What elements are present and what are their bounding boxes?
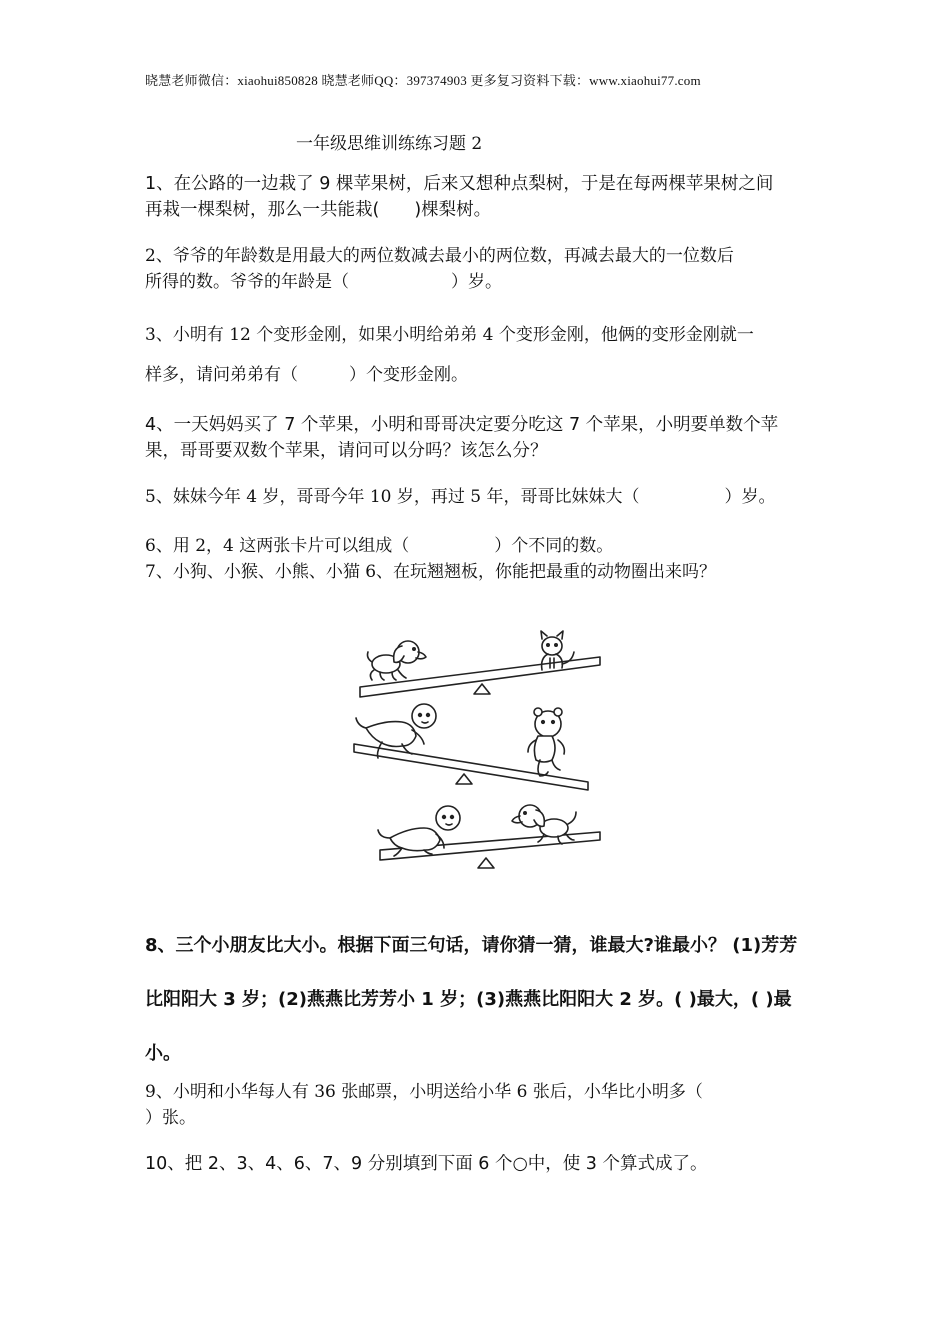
question-4-line-2: 果，哥哥要双数个苹果，请问可以分吗？该怎么分？	[145, 441, 548, 461]
question-1-line-2: 再栽一棵梨树，那么一共能栽( )棵梨树。	[145, 200, 492, 220]
question-9	[145, 1079, 815, 1131]
question-7-line-1: 7、小狗、小猴、小熊、小猫 6、在玩翘翘板，你能把最重的动物圈出来吗？	[145, 562, 717, 582]
question-4-line-1: 4、一天妈妈买了 7 个苹果，小明和哥哥决定要分吃这 7 个苹果，小明要单数个苹	[145, 415, 779, 435]
dog-icon	[368, 641, 427, 680]
question-8-line-1: 8、三个小朋友比大小。根据下面三句话，请你猜一猜，谁最大?谁最小？ (1)芳芳	[145, 935, 798, 956]
seesaw-top	[360, 631, 600, 697]
question-2-line-2: 所得的数。爷爷的年龄是（ ）岁。	[145, 272, 502, 292]
question-8-line-2: 比阳阳大 3 岁；(2)燕燕比芳芳小 1 岁；(3)燕燕比阳阳大 2 岁。( )最大，( )最	[145, 989, 792, 1010]
question-1	[145, 171, 815, 223]
question-9-line-1: 9、小明和小华每人有 36 张邮票，小明送给小华 6 张后，小华比小明多（	[145, 1082, 703, 1102]
question-5-line-1: 5、妹妹今年 4 岁，哥哥今年 10 岁，再过 5 年，哥哥比妹妹大（ ）岁。	[145, 487, 776, 507]
question-8	[145, 919, 815, 1081]
seesaw-middle	[354, 704, 588, 790]
question-4	[145, 412, 815, 464]
question-6	[145, 533, 815, 559]
question-3	[145, 315, 815, 395]
question-1-line-1: 1、在公路的一边栽了 9 棵苹果树，后来又想种点梨树，于是在每两棵苹果树之间	[145, 174, 774, 194]
question-5	[145, 484, 815, 510]
question-2-line-1: 2、爷爷的年龄数是用最大的两位数减去最小的两位数，再减去最大的一位数后	[145, 246, 734, 266]
bear-icon	[528, 708, 564, 776]
question-10-line-1: 10、把 2、3、4、6、7、9 分别填到下面 6 个○中，使 3 个算式成了。	[145, 1154, 708, 1174]
page-title: 一年级思维训练练习题 2	[296, 134, 483, 154]
question-3-line-1: 3、小明有 12 个变形金刚，如果小明给弟弟 4 个变形金刚，他俩的变形金刚就一	[145, 325, 754, 345]
page-header: 晓慧老师微信：xiaohui850828 晓慧老师QQ：397374903 更多复习资料下载：www.xiaohui77.com	[145, 73, 701, 88]
question-8-line-3: 小。	[145, 1043, 181, 1064]
question-7	[145, 559, 815, 585]
question-6-line-1: 6、用 2，4 这两张卡片可以组成（ ）个不同的数。	[145, 536, 614, 556]
question-2	[145, 243, 815, 295]
seesaw-bottom	[378, 805, 600, 868]
question-3-line-2: 样多，请问弟弟有（ ）个变形金刚。	[145, 365, 468, 385]
question-10	[145, 1151, 815, 1177]
seesaw-illustration	[352, 612, 608, 884]
question-9-line-2: ）张。	[145, 1108, 196, 1128]
